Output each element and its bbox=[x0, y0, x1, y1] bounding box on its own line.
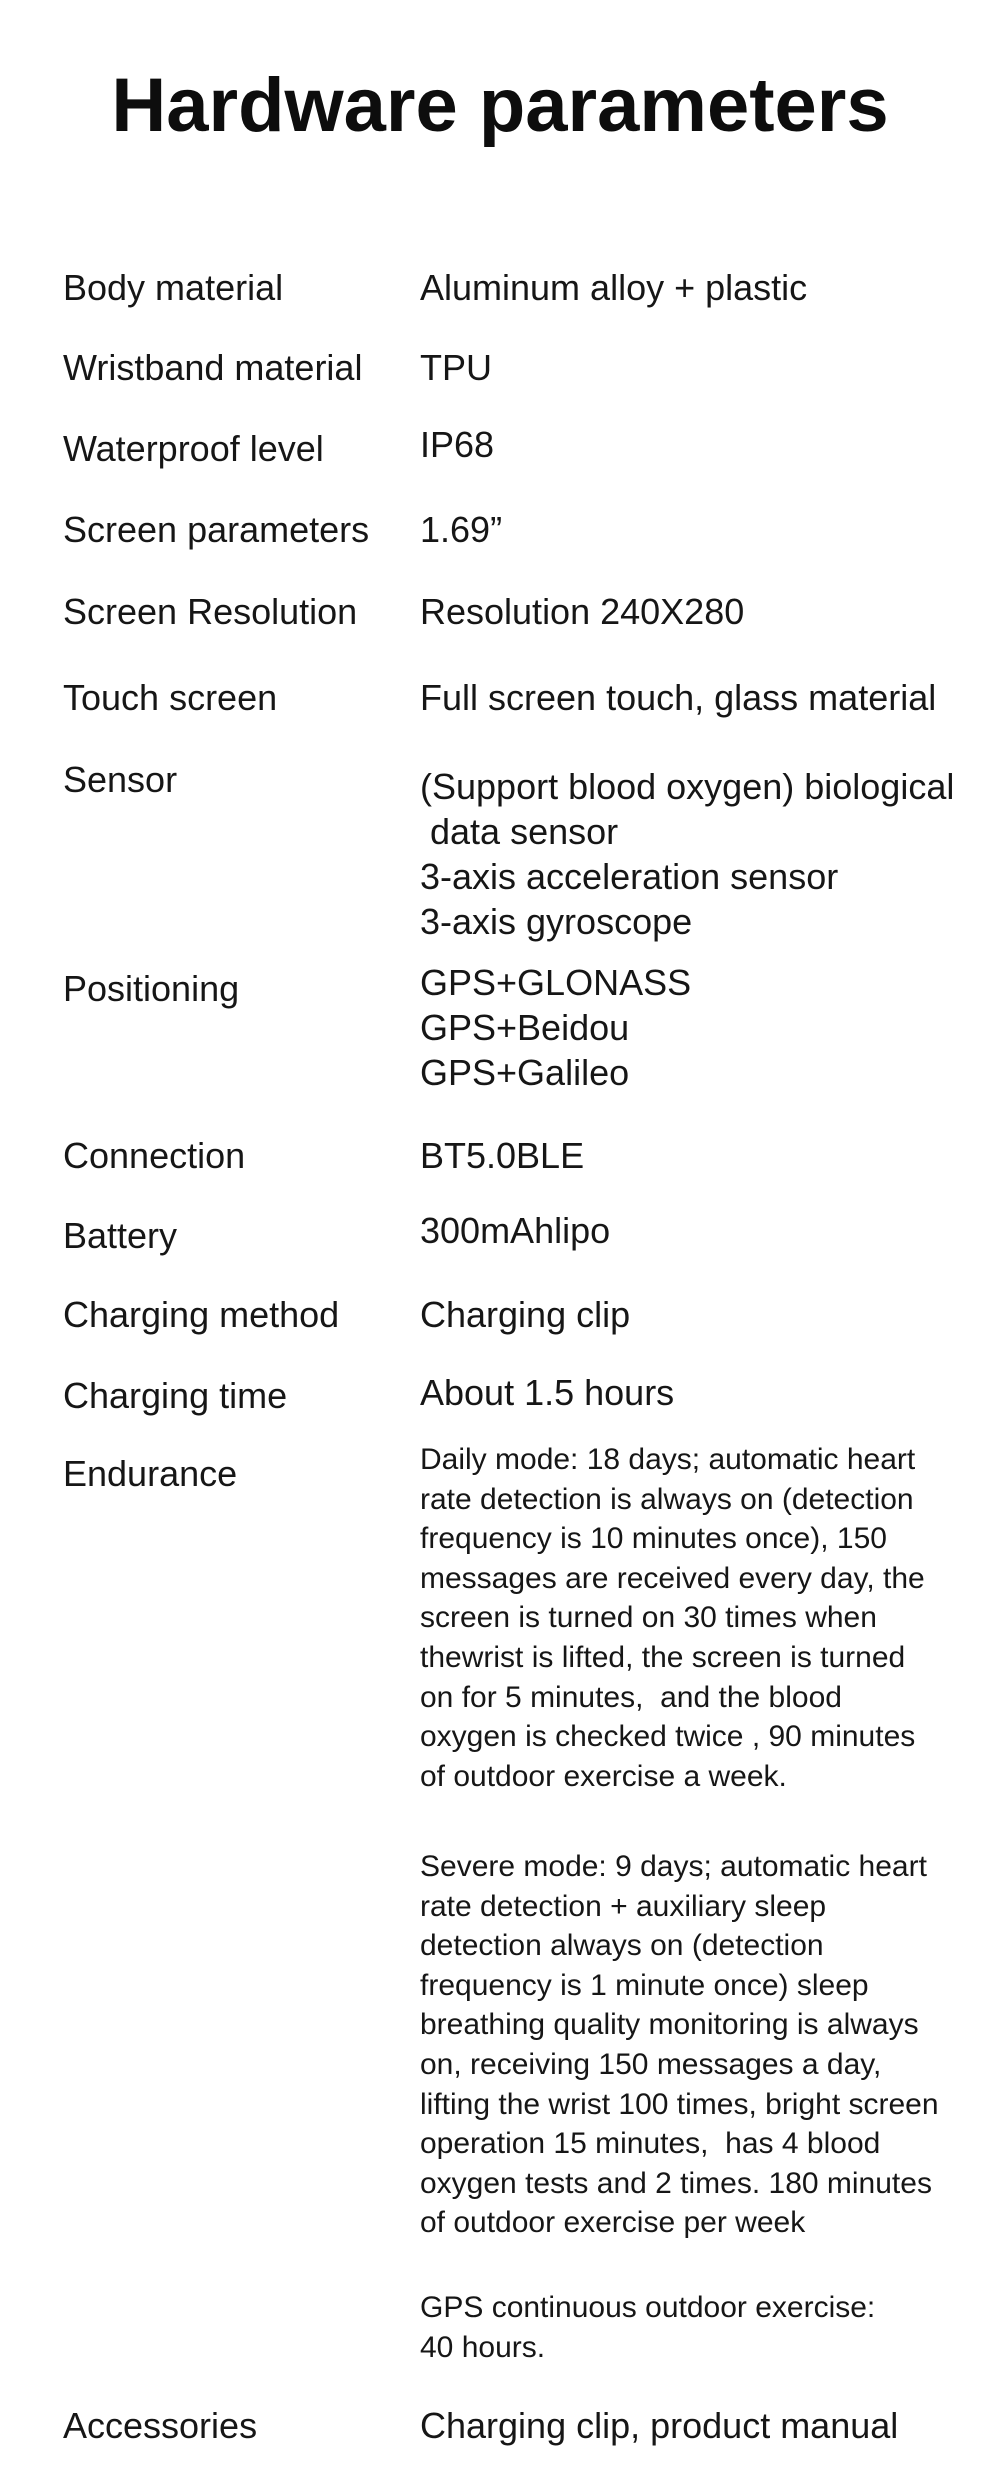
param-label-battery: Battery bbox=[63, 1215, 178, 1256]
param-value-connection: BT5.0BLE bbox=[420, 1135, 585, 1176]
param-label-positioning: Positioning bbox=[63, 968, 240, 1009]
param-value-positioning: GPS+GLONASS GPS+Beidou GPS+Galileo bbox=[420, 962, 692, 1093]
param-value-touch-screen: Full screen touch, glass material bbox=[420, 677, 937, 718]
param-label-wristband-material: Wristband material bbox=[63, 347, 363, 388]
param-value-battery: 300mAhlipo bbox=[420, 1210, 611, 1251]
param-label-charging-method: Charging method bbox=[63, 1294, 340, 1335]
param-label-connection: Connection bbox=[63, 1135, 246, 1176]
param-value-accessories: Charging clip, product manual bbox=[420, 2405, 899, 2446]
param-label-endurance: Endurance bbox=[63, 1453, 238, 1494]
endurance-daily-mode-text: Daily mode: 18 days; automatic heart rate detection is always on (detection frequency is 10 minutes once), 150 messages are received every day, the screen is turned on 30 times when thewrist is lifted, the screen is turned on for 5 minutes, and the blood oxygen is checked twice , 90 minutes of outdoor exercise a week. bbox=[420, 1443, 925, 1793]
param-value-wristband-material: TPU bbox=[420, 347, 492, 388]
param-value-screen-resolution: Resolution 240X280 bbox=[420, 591, 745, 632]
param-label-waterproof-level: Waterproof level bbox=[63, 428, 324, 469]
page-title: Hardware parameters bbox=[111, 63, 889, 148]
endurance-severe-mode-text: Severe mode: 9 days; automatic heart rate detection + auxiliary sleep detection always on (detection frequency is 1 minute once) sleep breathing quality monitoring is always on, receiving 150 messages a day, lifting the wrist 100 times, bright screen operation 15 minutes, has 4 blood oxygen tests and 2 times. 180 minutes of outdoor exercise per week bbox=[420, 1850, 939, 2240]
param-value-body-material: Aluminum alloy + plastic bbox=[420, 267, 808, 308]
param-label-body-material: Body material bbox=[63, 267, 284, 308]
param-value-screen-parameters: 1.69” bbox=[420, 509, 503, 550]
param-value-waterproof-level: IP68 bbox=[420, 424, 495, 465]
param-label-sensor: Sensor bbox=[63, 759, 178, 800]
param-value-charging-time: About 1.5 hours bbox=[420, 1372, 675, 1413]
param-label-accessories: Accessories bbox=[63, 2405, 258, 2446]
param-value-sensor: (Support blood oxygen) biological data sensor 3-axis acceleration sensor 3-axis gyroscope bbox=[420, 766, 955, 942]
param-label-charging-time: Charging time bbox=[63, 1375, 288, 1416]
param-value-charging-method: Charging clip bbox=[420, 1294, 631, 1335]
param-label-touch-screen: Touch screen bbox=[63, 677, 278, 718]
param-label-screen-parameters: Screen parameters bbox=[63, 509, 370, 550]
endurance-gps-mode-text: GPS continuous outdoor exercise: 40 hours. bbox=[420, 2291, 876, 2364]
param-label-screen-resolution: Screen Resolution bbox=[63, 591, 358, 632]
